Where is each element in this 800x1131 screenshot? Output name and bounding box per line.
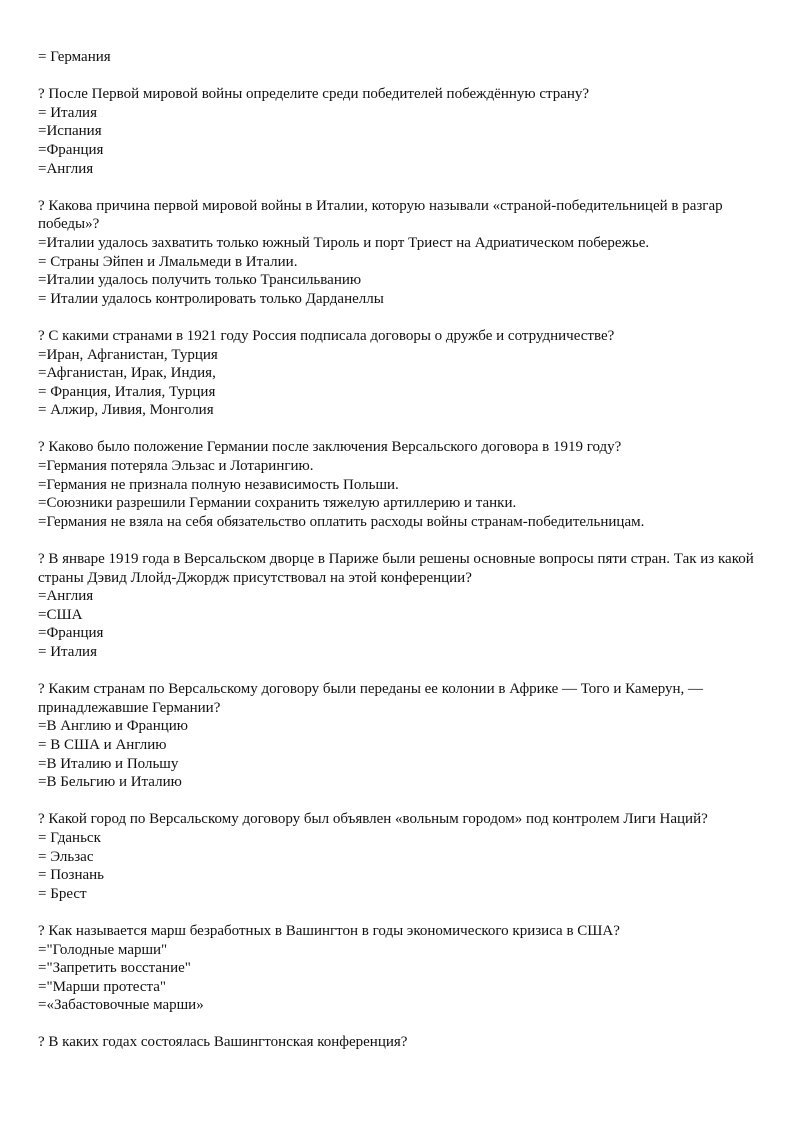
answer-option: =Германия потеряла Эльзас и Лотарингию. bbox=[38, 458, 314, 475]
question-block bbox=[38, 922, 768, 1015]
answer-option: =Германия не признала полную независимость Польши. bbox=[38, 476, 399, 493]
question-text: ? Как называется марш безработных в Вашингтон в годы экономического кризиса в США? bbox=[38, 922, 620, 939]
answer-option: =В Англию и Францию bbox=[38, 718, 189, 735]
question-block bbox=[38, 327, 768, 420]
answer-option: = Италия bbox=[38, 644, 97, 660]
answer-option: =Италии удалось получить только Трансильванию bbox=[38, 272, 362, 289]
question-block bbox=[38, 810, 768, 903]
answer-option: =Англия bbox=[38, 160, 94, 177]
question-text: ? Какой город по Версальскому договору был объявлен «вольным городом» под контролем Лиги Наций? bbox=[38, 811, 708, 828]
answer-option: =В Бельгию и Италию bbox=[38, 774, 182, 791]
answer-option: =«Забастовочные марши» bbox=[38, 997, 204, 1014]
question-block bbox=[38, 85, 768, 178]
answer-option: =Франция bbox=[38, 141, 104, 158]
question-text: ? Какова причина первой мировой войны в Италии, которую называли «страной-победительницей в разгар победы»? bbox=[38, 197, 727, 233]
question-text: ? Каким странам по Версальскому договору были переданы ее колонии в Африке — Того и Камерун, — принадлежавшие Германии? bbox=[38, 681, 707, 716]
question-block bbox=[38, 680, 768, 792]
question-block bbox=[38, 197, 768, 309]
answer-option: = Гданьск bbox=[38, 829, 101, 846]
question-block bbox=[38, 550, 768, 662]
answer-option: = Италии удалось контролировать только Дарданеллы bbox=[38, 290, 384, 307]
answer-option: =Италии удалось захватить только южный Тироль и порт Триест на Адриатическом побережье. bbox=[38, 234, 650, 251]
answer-option: =Испания bbox=[38, 123, 102, 140]
answer-option: =Союзники разрешили Германии сохранить тяжелую артиллерию и танки. bbox=[38, 495, 517, 512]
question-text: ? Каково было положение Германии после заключения Версальского договора в 1919 году? bbox=[38, 439, 622, 456]
question-text: ? После Первой мировой войны определите среди победителей побеждённую страну? bbox=[38, 86, 590, 103]
answer-option: ="Марши протеста" bbox=[38, 978, 166, 995]
question-text: ? В каких годах состоялась Вашингтонская конференция? bbox=[38, 1034, 408, 1051]
question-block bbox=[38, 438, 768, 531]
answer-option: ="Голодные марши" bbox=[38, 941, 168, 958]
answer-option: = В США и Англию bbox=[38, 736, 167, 753]
answer-option: =Афганистан, Ирак, Индия, bbox=[38, 365, 216, 382]
answer-option: = Брест bbox=[38, 885, 87, 902]
answer-option: =Англия bbox=[38, 588, 94, 605]
answer-option: =Германия не взяла на себя обязательство оплатить расходы войны странам-победительницам. bbox=[38, 513, 645, 530]
answer-option: = Германия bbox=[38, 49, 111, 65]
answer-option: =США bbox=[38, 606, 83, 623]
question-text: ? С какими странами в 1921 году Россия подписала договоры о дружбе и сотрудничестве? bbox=[38, 327, 615, 344]
answer-option: =Франция bbox=[38, 625, 104, 642]
leading-answers bbox=[38, 48, 768, 67]
answer-option: = Эльзас bbox=[38, 848, 94, 865]
document-page bbox=[38, 48, 768, 1071]
answer-option: = Италия bbox=[38, 104, 97, 121]
answer-option: = Страны Эйпен и Лмальмеди в Италии. bbox=[38, 253, 298, 270]
answer-option: = Алжир, Ливия, Монголия bbox=[38, 402, 214, 419]
answer-option: = Познань bbox=[38, 867, 105, 884]
question-block bbox=[38, 1033, 768, 1052]
question-text: ? В январе 1919 года в Версальском дворце в Париже были решены основные вопросы пяти стран. Так из какой страны Дэвид Ллойд-Джордж присутствовал на этой конференции? bbox=[38, 551, 758, 586]
answer-option: =В Италию и Польшу bbox=[38, 755, 179, 772]
answer-option: = Франция, Италия, Турция bbox=[38, 383, 216, 400]
answer-option: ="Запретить восстание" bbox=[38, 960, 191, 977]
answer-option: =Иран, Афганистан, Турция bbox=[38, 346, 218, 363]
